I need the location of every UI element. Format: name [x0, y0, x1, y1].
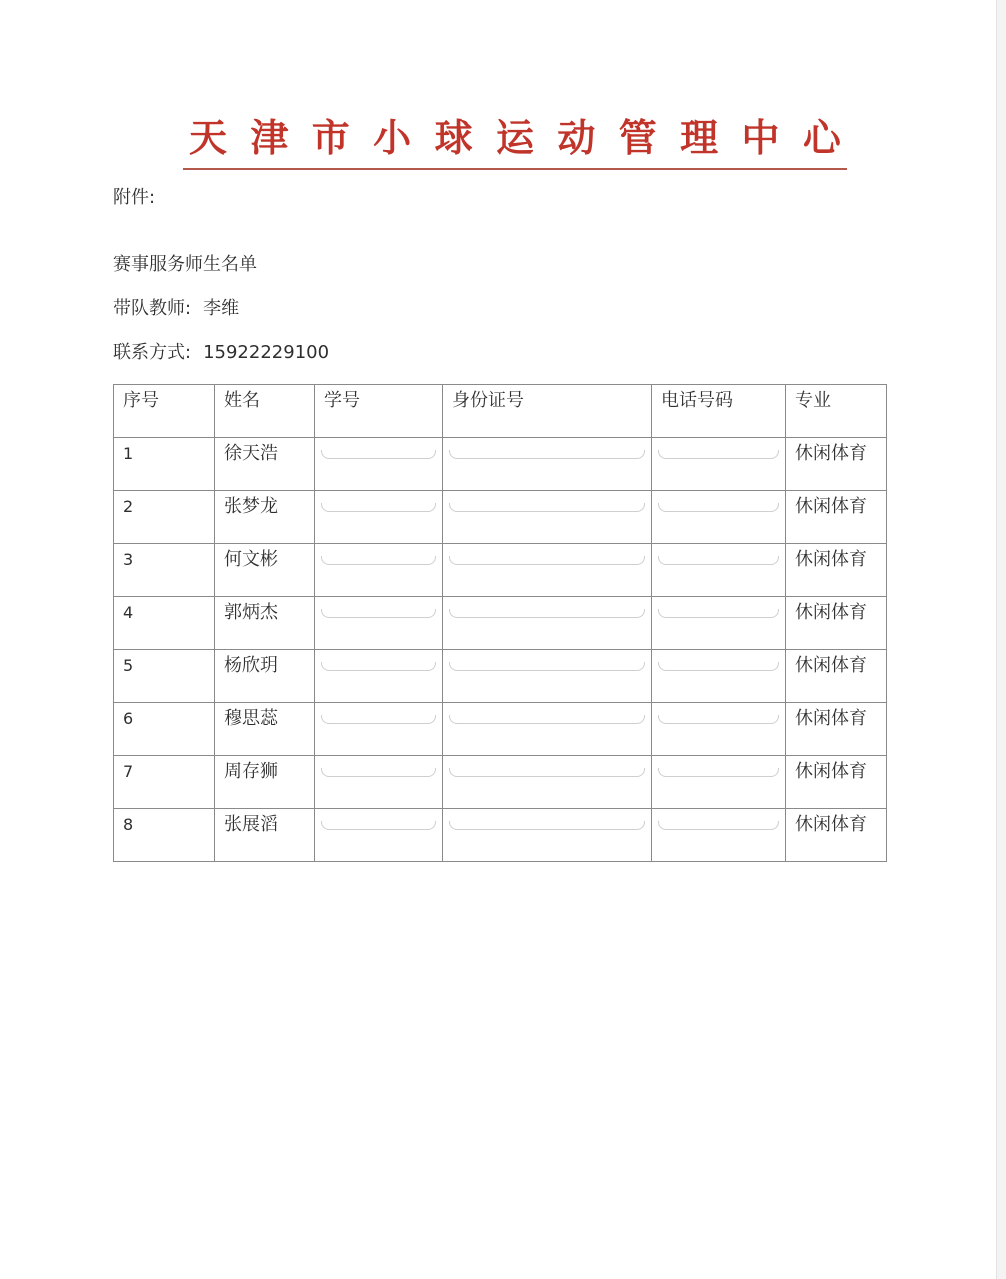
phone-field[interactable]: [652, 544, 786, 597]
table-header-row: [114, 385, 887, 438]
phone-field[interactable]: [652, 756, 786, 809]
row-major-cell: 休闲体育: [786, 597, 887, 650]
student-id-field[interactable]: [315, 438, 443, 491]
letterhead-char: 动: [557, 115, 596, 160]
phone-field[interactable]: [652, 491, 786, 544]
row-name-cell: 郭炳杰: [215, 597, 315, 650]
phone-field[interactable]: [652, 597, 786, 650]
row-no-cell: 1: [114, 438, 215, 491]
letterhead-char: 理: [680, 115, 719, 160]
list-title: 赛事服务师生名单: [113, 254, 257, 275]
student-id-field[interactable]: [315, 544, 443, 597]
row-major-cell: 休闲体育: [786, 544, 887, 597]
table-row: [114, 650, 887, 703]
table-row: [114, 544, 887, 597]
header-cell-no: 序号: [114, 385, 215, 438]
phone-field[interactable]: [652, 809, 786, 862]
phone-field[interactable]: [652, 650, 786, 703]
row-no-cell: 6: [114, 703, 215, 756]
student-id-field[interactable]: [315, 650, 443, 703]
row-major-cell: 休闲体育: [786, 809, 887, 862]
student-id-field[interactable]: [315, 597, 443, 650]
id-card-field[interactable]: [443, 809, 652, 862]
row-major-cell: 休闲体育: [786, 491, 887, 544]
header-cell-student-id: 学号: [315, 385, 443, 438]
teacher-line: [113, 297, 239, 321]
header-cell-name: 姓名: [215, 385, 315, 438]
letterhead-char: 中: [741, 115, 780, 160]
letterhead-char: 心: [802, 115, 841, 160]
letterhead-char: 津: [250, 115, 289, 160]
letterhead: [183, 108, 847, 172]
roster-table: [113, 384, 887, 862]
letterhead-char: 管: [618, 115, 657, 160]
phone-field[interactable]: [652, 438, 786, 491]
id-card-field[interactable]: [443, 597, 652, 650]
letterhead-char: 小: [373, 115, 412, 160]
attachment-label: 附件:: [113, 187, 156, 208]
id-card-field[interactable]: [443, 491, 652, 544]
contact-phone: 15922229100: [203, 342, 330, 363]
table-row: [114, 756, 887, 809]
row-major-cell: 休闲体育: [786, 703, 887, 756]
row-name-cell: 周存狮: [215, 756, 315, 809]
table-row: [114, 438, 887, 491]
student-id-field[interactable]: [315, 491, 443, 544]
teacher-label: 带队教师:: [113, 298, 192, 319]
row-major-cell: 休闲体育: [786, 650, 887, 703]
row-no-cell: 3: [114, 544, 215, 597]
contact-label: 联系方式:: [113, 342, 192, 363]
row-no-cell: 5: [114, 650, 215, 703]
row-major-cell: 休闲体育: [786, 438, 887, 491]
header-cell-major: 专业: [786, 385, 887, 438]
id-card-field[interactable]: [443, 544, 652, 597]
contact-line: [113, 341, 329, 365]
header-cell-phone: 电话号码: [652, 385, 786, 438]
row-no-cell: 4: [114, 597, 215, 650]
id-card-field[interactable]: [443, 650, 652, 703]
row-no-cell: 2: [114, 491, 215, 544]
id-card-field[interactable]: [443, 703, 652, 756]
id-card-field[interactable]: [443, 438, 652, 491]
letterhead-char: 天: [189, 115, 228, 160]
row-major-cell: 休闲体育: [786, 756, 887, 809]
letterhead-title: [183, 112, 847, 164]
id-card-field[interactable]: [443, 756, 652, 809]
table-row: [114, 809, 887, 862]
table-row: [114, 491, 887, 544]
row-name-cell: 徐天浩: [215, 438, 315, 491]
row-name-cell: 张展滔: [215, 809, 315, 862]
teacher-name: 李维: [203, 298, 240, 319]
table-row: [114, 703, 887, 756]
phone-field[interactable]: [652, 703, 786, 756]
student-id-field[interactable]: [315, 756, 443, 809]
student-id-field[interactable]: [315, 703, 443, 756]
row-name-cell: 张梦龙: [215, 491, 315, 544]
letterhead-rule: [183, 168, 847, 170]
row-name-cell: 何文彬: [215, 544, 315, 597]
header-cell-id-card: 身份证号: [443, 385, 652, 438]
row-name-cell: 穆思蕊: [215, 703, 315, 756]
row-name-cell: 杨欣玥: [215, 650, 315, 703]
student-id-field[interactable]: [315, 809, 443, 862]
letterhead-char: 市: [311, 115, 350, 160]
table-row: [114, 597, 887, 650]
row-no-cell: 7: [114, 756, 215, 809]
row-no-cell: 8: [114, 809, 215, 862]
letterhead-char: 球: [434, 115, 473, 160]
letterhead-char: 运: [495, 115, 534, 160]
